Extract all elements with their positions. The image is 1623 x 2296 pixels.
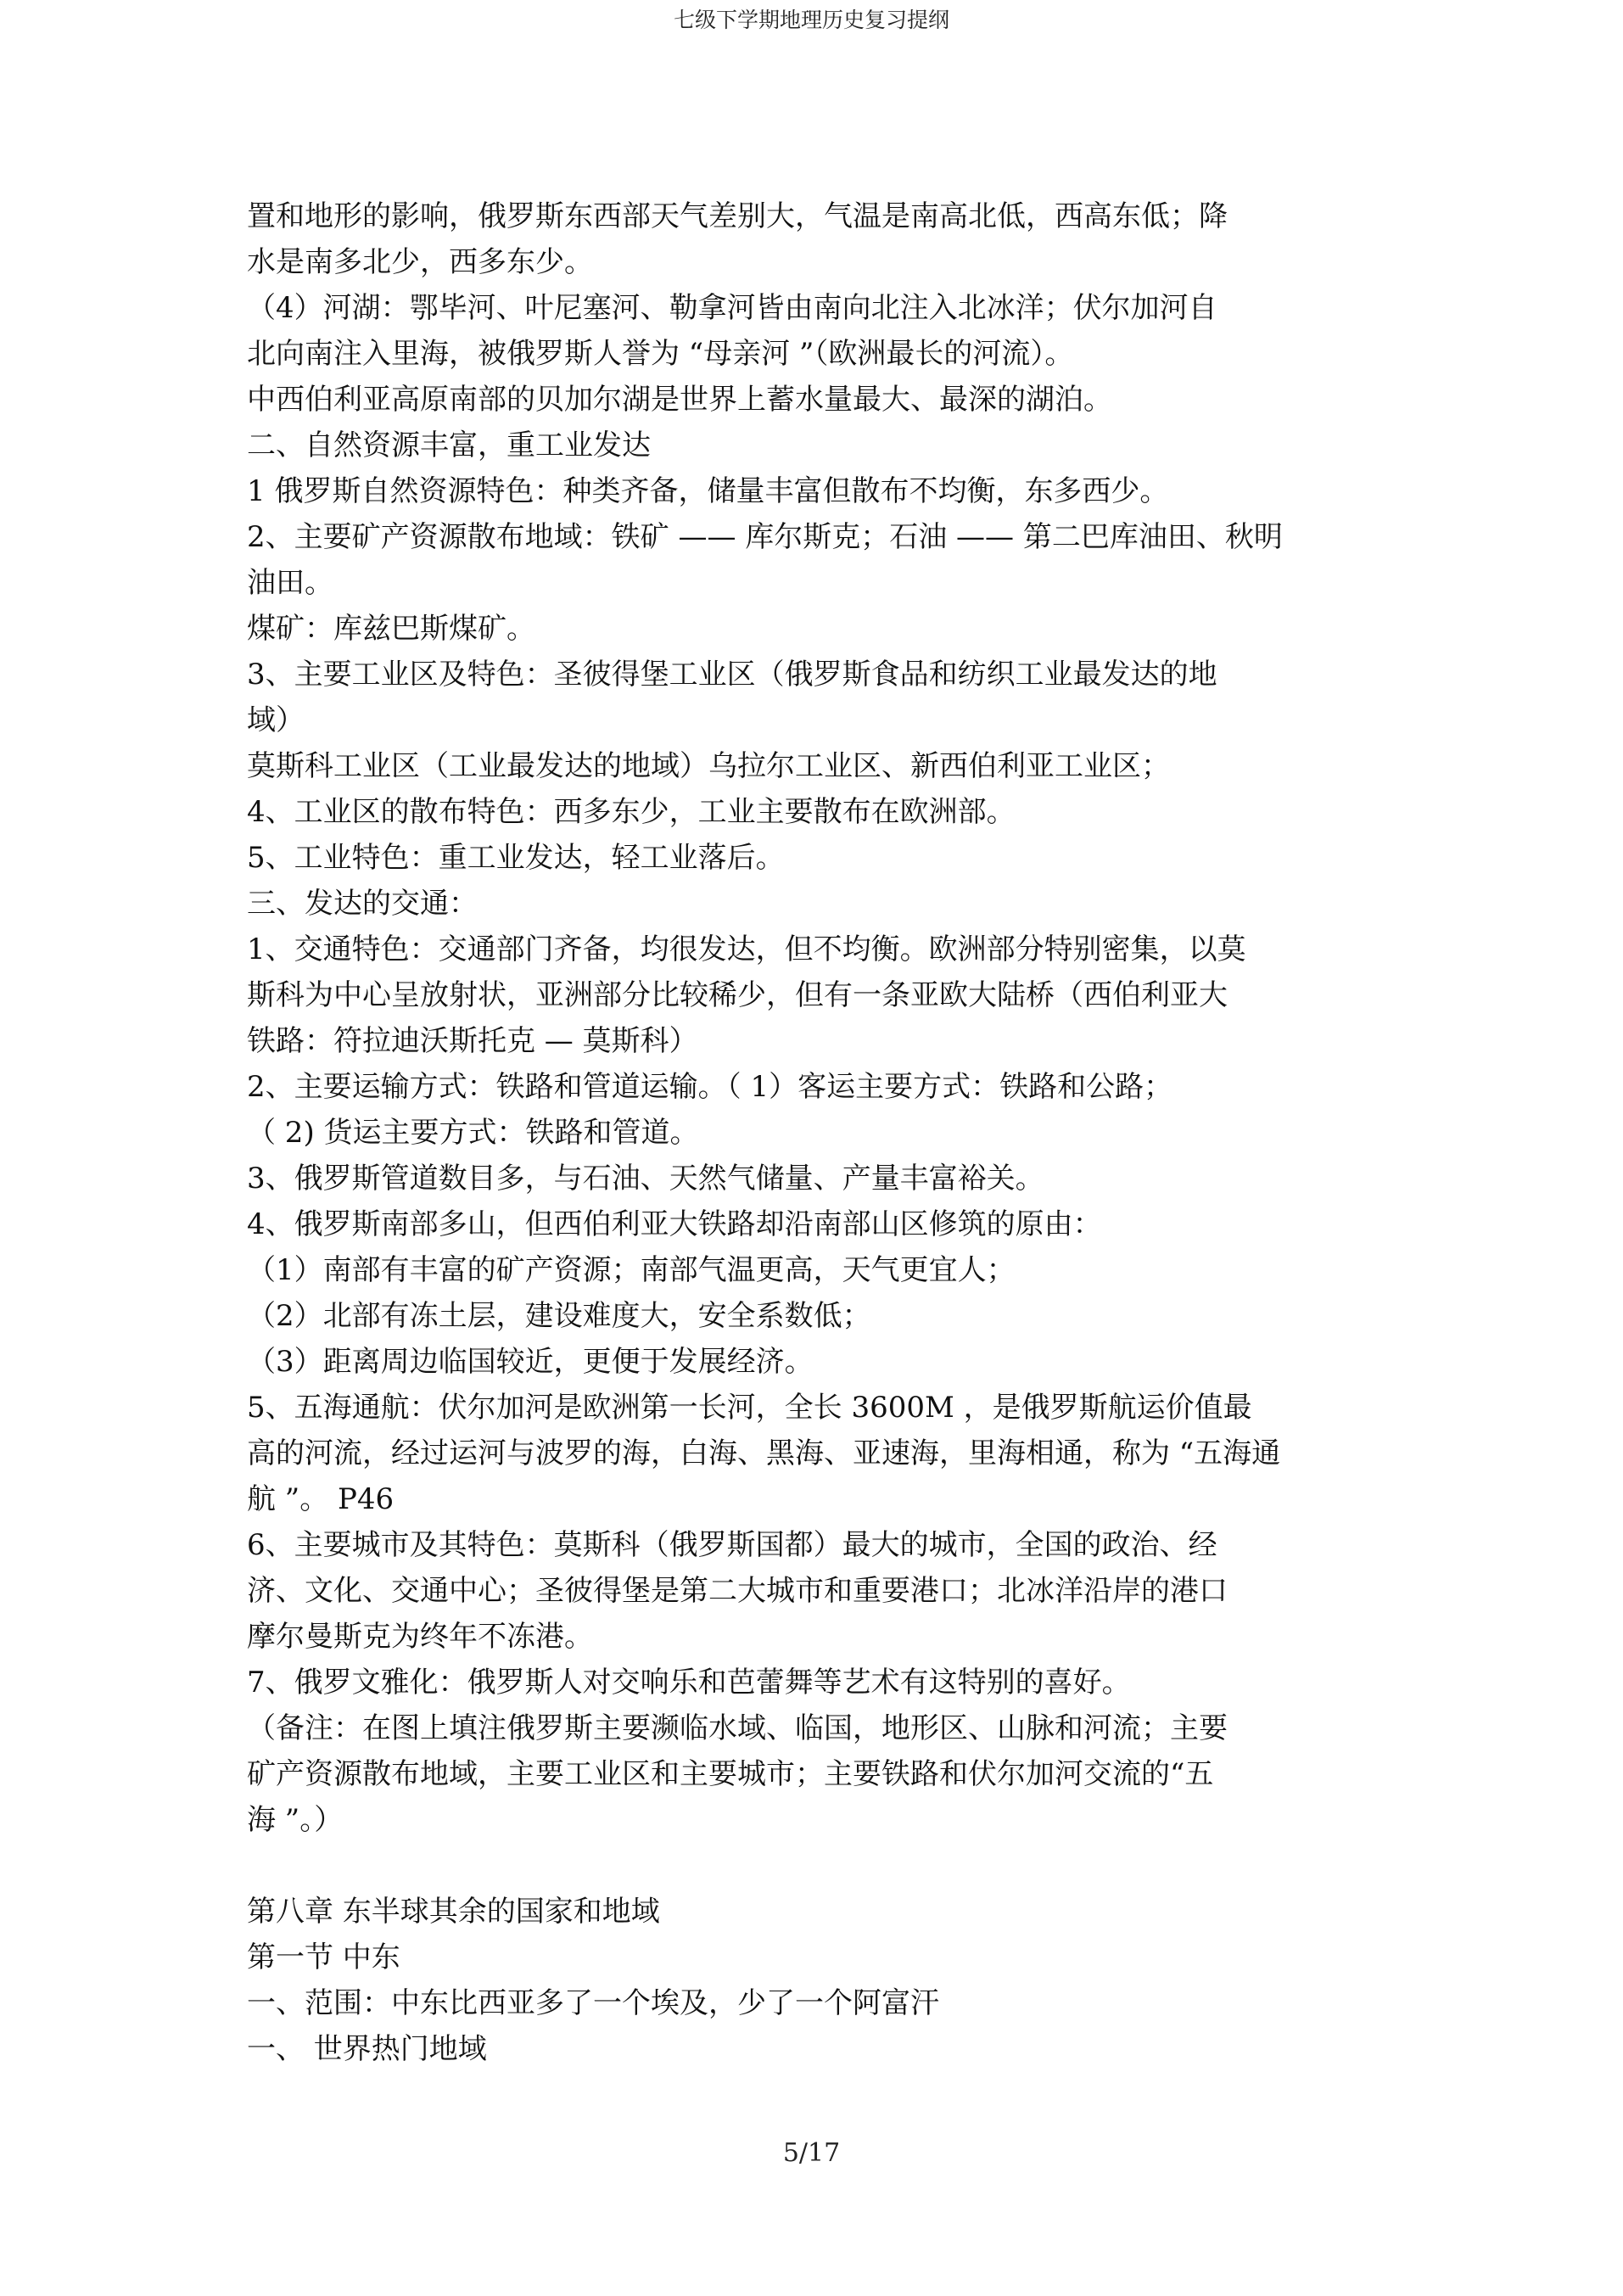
text-line: （4）河湖：鄂毕河、叶尼塞河、勒拿河皆由南向北注入北冰洋；伏尔加河自	[247, 291, 1217, 325]
document-header-title: 七级下学期地理历史复习提纲	[673, 8, 949, 32]
text-line: 2、主要矿产资源散布地域：铁矿 —— 库尔斯克；石油 —— 第二巴库油田、秋明	[247, 520, 1283, 554]
text-line: 3、俄罗斯管道数目多，与石油、天然气储量、产量丰富裕关。	[247, 1162, 1044, 1196]
text-line: 高的河流，经过运河与波罗的海，白海、黑海、亚速海，里海相通，称为 “五海通	[247, 1436, 1281, 1470]
text-line: 1 俄罗斯自然资源特色：种类齐备，储量丰富但散布不均衡，东多西少。	[247, 474, 1169, 508]
text-line: 5、五海通航：伏尔加河是欧洲第一长河，全长 3600M ，是俄罗斯航运价值最	[247, 1391, 1252, 1425]
text-line: 斯科为中心呈放射状，亚洲部分比较稀少，但有一条亚欧大陆桥（西伯利亚大	[247, 978, 1228, 1012]
text-line: 海 ”。）	[247, 1803, 344, 1837]
text-line: 三、发达的交通：	[247, 887, 478, 921]
text-line: 域）	[247, 703, 305, 737]
text-line: 7、俄罗文雅化：俄罗斯人对交响乐和芭蕾舞等艺术有这特别的喜好。	[247, 1666, 1131, 1700]
text-line: 水是南多北少，西多东少。	[247, 245, 593, 279]
text-line: 油田。	[247, 566, 333, 600]
text-line: 中西伯利亚高原南部的贝加尔湖是世界上蓄水量最大、最深的湖泊。	[247, 383, 1112, 417]
document-body	[247, 193, 1418, 2072]
text-line: （3）距离周边临国较近，更便于发展经济。	[247, 1345, 814, 1379]
text-line: 煤矿：库兹巴斯煤矿。	[247, 612, 535, 646]
text-line: 莫斯科工业区（工业最发达的地域）乌拉尔工业区、新西伯利亚工业区；	[247, 749, 1170, 783]
text-line: 一、 世界热门地域	[247, 2032, 487, 2066]
text-line: 4、俄罗斯南部多山，但西伯利亚大铁路却沿南部山区修筑的原由：	[247, 1207, 1102, 1241]
text-line: 置和地形的影响，俄罗斯东西部天气差别大，气温是南高北低，西高东低；降	[247, 199, 1228, 233]
text-line: 6、主要城市及其特色：莫斯科（俄罗斯国都）最大的城市，全国的政治、经	[247, 1528, 1217, 1562]
text-line: （2）北部有冻土层，建设难度大，安全系数低；	[247, 1299, 871, 1333]
text-line: 3、主要工业区及特色：圣彼得堡工业区（俄罗斯食品和纺织工业最发达的地	[247, 658, 1217, 692]
text-line: 北向南注入里海，被俄罗斯人誉为 “母亲河 ”（欧洲最长的河流）。	[247, 337, 1074, 371]
text-line: 二、自然资源丰富，重工业发达	[247, 428, 651, 462]
text-line: 第八章 东半球其余的国家和地域	[247, 1895, 660, 1929]
text-line: （1）南部有丰富的矿产资源；南部气温更高，天气更宜人；	[247, 1253, 1016, 1287]
text-line: 摩尔曼斯克为终年不冻港。	[247, 1620, 593, 1654]
text-line: 铁路：符拉迪沃斯托克 — 莫斯科）	[247, 1024, 698, 1058]
text-line: 矿产资源散布地域，主要工业区和主要城市；主要铁路和伏尔加河交流的“五	[247, 1757, 1214, 1791]
text-line: （ 2) 货运主要方式：铁路和管道。	[247, 1116, 699, 1150]
text-line: 航 ”。 P46	[247, 1482, 395, 1516]
text-line: 4、工业区的散布特色：西多东少，工业主要散布在欧洲部。	[247, 795, 1016, 829]
text-line: 5、工业特色：重工业发达，轻工业落后。	[247, 841, 785, 875]
text-line: 济、文化、交通中心；圣彼得堡是第二大城市和重要港口；北冰洋沿岸的港口	[247, 1574, 1228, 1608]
text-line: 第一节 中东	[247, 1940, 400, 1974]
text-line: 2、主要运输方式：铁路和管道运输。（ 1）客运主要方式：铁路和公路；	[247, 1070, 1173, 1104]
page-number: 5/17	[782, 2138, 841, 2168]
text-line: 1、交通特色：交通部门齐备，均很发达，但不均衡。欧洲部分特别密集，以莫	[247, 932, 1246, 966]
text-line: 一、范围：中东比西亚多了一个埃及，少了一个阿富汗	[247, 1986, 939, 2020]
text-line: （备注：在图上填注俄罗斯主要濒临水域、临国，地形区、山脉和河流；主要	[247, 1711, 1228, 1745]
